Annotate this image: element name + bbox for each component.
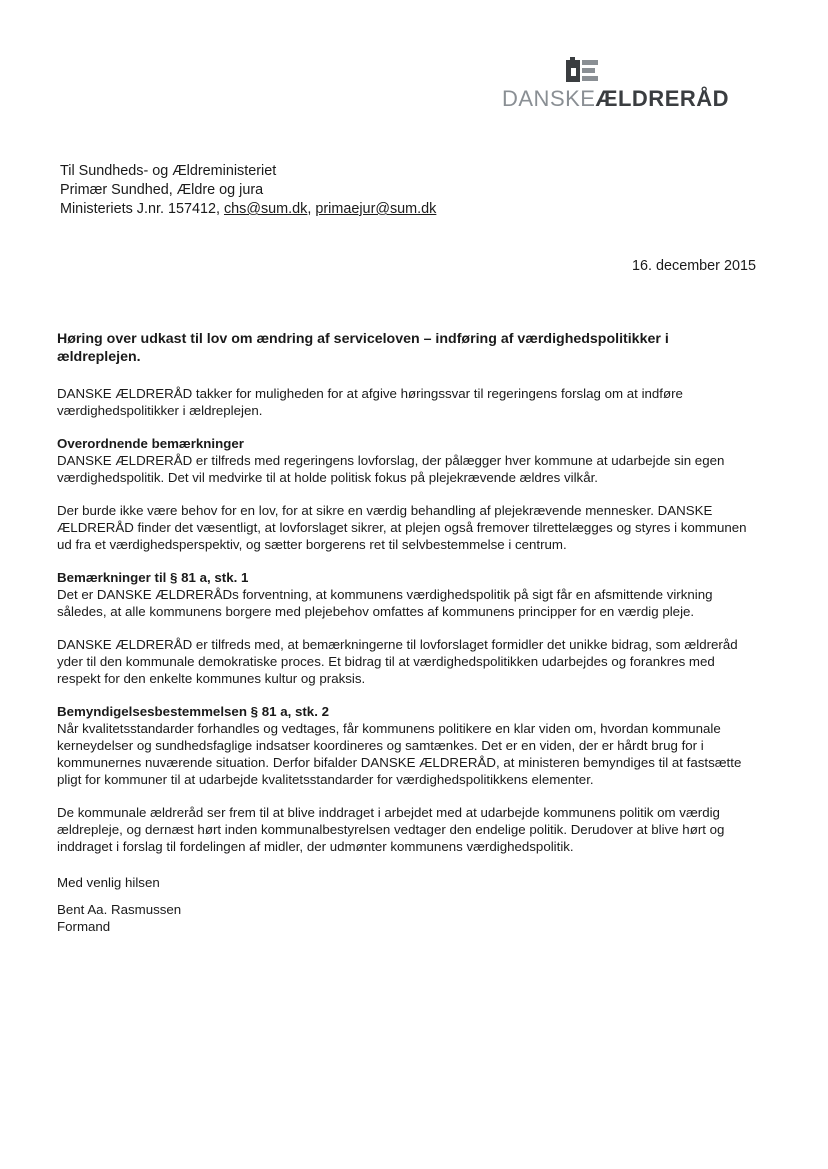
section-3-paragraph-2: De kommunale ældreråd ser frem til at blive inddraget i arbejdet med at udarbejde kommunens politik om værdig ældrepleje, og dernæst hørt inden kommunalbestyrelsen vedtager den endelige politik. Derudover at blive hørt og inddraget i forslag til fordelingen af midler, der udmønter kommunens værdighedspolitik.: [57, 805, 725, 854]
recipient-address: [60, 162, 436, 219]
logo-wordmark: [502, 86, 729, 112]
section-2-paragraph-1: [57, 569, 752, 620]
recipient-line-1: Til Sundheds- og Ældreministeriet: [60, 163, 277, 179]
letter-date: 16. december 2015: [631, 258, 756, 274]
signature-block: [57, 901, 752, 935]
closing-greeting: Med venlig hilsen: [57, 875, 160, 890]
signer-role: Formand: [57, 919, 111, 934]
section-1-text-1: DANSKE ÆLDRERÅD er tilfreds med regeringens lovforslag, der pålægger hver kommune at udarbejde sin egen værdighedspolitik. Det vil medvirke til at holde politisk fokus på plejekrævende ældres vilkår.: [57, 453, 725, 485]
email-link-primaejur[interactable]: primaejur@sum.dk: [315, 201, 437, 217]
recipient-line-3: [60, 200, 436, 219]
recipient-line-2: Primær Sundhed, Ældre og jura: [60, 182, 264, 198]
email-link-chs[interactable]: chs@sum.dk: [223, 201, 308, 217]
section-1-paragraph-1: [57, 435, 752, 486]
section-3-text-1: Når kvalitetsstandarder forhandles og vedtages, får kommunens politikere en klar viden om, hvordan kommunale kerneydelser og sundhedsfaglige indsatser koordineres og samtænkes. Det er en viden, der er hårdt brug for i kommunernes nuværende situation. Derfor bifalder DANSKE ÆLDRERÅD, at ministeren bemyndiges til at fastsætte pligt for kommuner til at udarbejde kvalitetsstandarder for værdighedspolitikkens elementer.: [57, 721, 742, 787]
section-3-heading: Bemyndigelsesbestemmelsen § 81 a, stk. 2: [57, 704, 329, 719]
intro-paragraph: DANSKE ÆLDRERÅD takker for muligheden for at afgive høringssvar til regeringens forslag om at indføre værdighedspolitikker i ældreplejen.: [57, 386, 683, 418]
email-separator: ,: [307, 201, 316, 217]
reference-text: Ministeriets J.nr. 157412,: [60, 201, 224, 217]
section-1-heading: Overordnende bemærkninger: [57, 436, 244, 451]
section-1-paragraph-2: Der burde ikke være behov for en lov, for at sikre en værdig behandling af plejekrævende mennesker. DANSKE ÆLDRERÅD finder det væsentligt, at lovforslaget sikrer, at plejen også fremover tilrettelægges og styres i kommunen ud fra et værdighedsperspektiv, og sætter borgerens ret til selvbestemmelse i centrum.: [57, 503, 747, 552]
logo-text-danske: DANSKE: [502, 86, 596, 111]
section-3-paragraph-1: [57, 703, 752, 788]
signer-name: Bent Aa. Rasmussen: [57, 902, 182, 917]
logo-text-aeldreraad: ÆLDRERÅD: [595, 86, 730, 111]
letter-title: Høring over udkast til lov om ændring af serviceloven – indføring af værdighedspolitikker i ældreplejen.: [57, 331, 669, 365]
section-2-heading: Bemærkninger til § 81 a, stk. 1: [57, 570, 249, 585]
logo-mark-icon: [564, 56, 600, 84]
section-2-text-1: Det er DANSKE ÆLDRERÅDs forventning, at kommunens værdighedspolitik på sigt får en afsmittende virkning således, at alle kommunens borgere med plejebehov omfattes af kommunens principper for en værdig pleje.: [57, 587, 713, 619]
organization-logo: [498, 54, 758, 116]
letter-body: [57, 330, 752, 935]
section-2-paragraph-2: DANSKE ÆLDRERÅD er tilfreds med, at bemærkningerne til lovforslaget formidler det unikke bidrag, som ældreråd yder til den kommunale demokratiske proces. Et bidrag til at værdighedspolitikken udarbejdes og forankres med respekt for den enkelte kommunes kultur og praksis.: [57, 637, 738, 686]
